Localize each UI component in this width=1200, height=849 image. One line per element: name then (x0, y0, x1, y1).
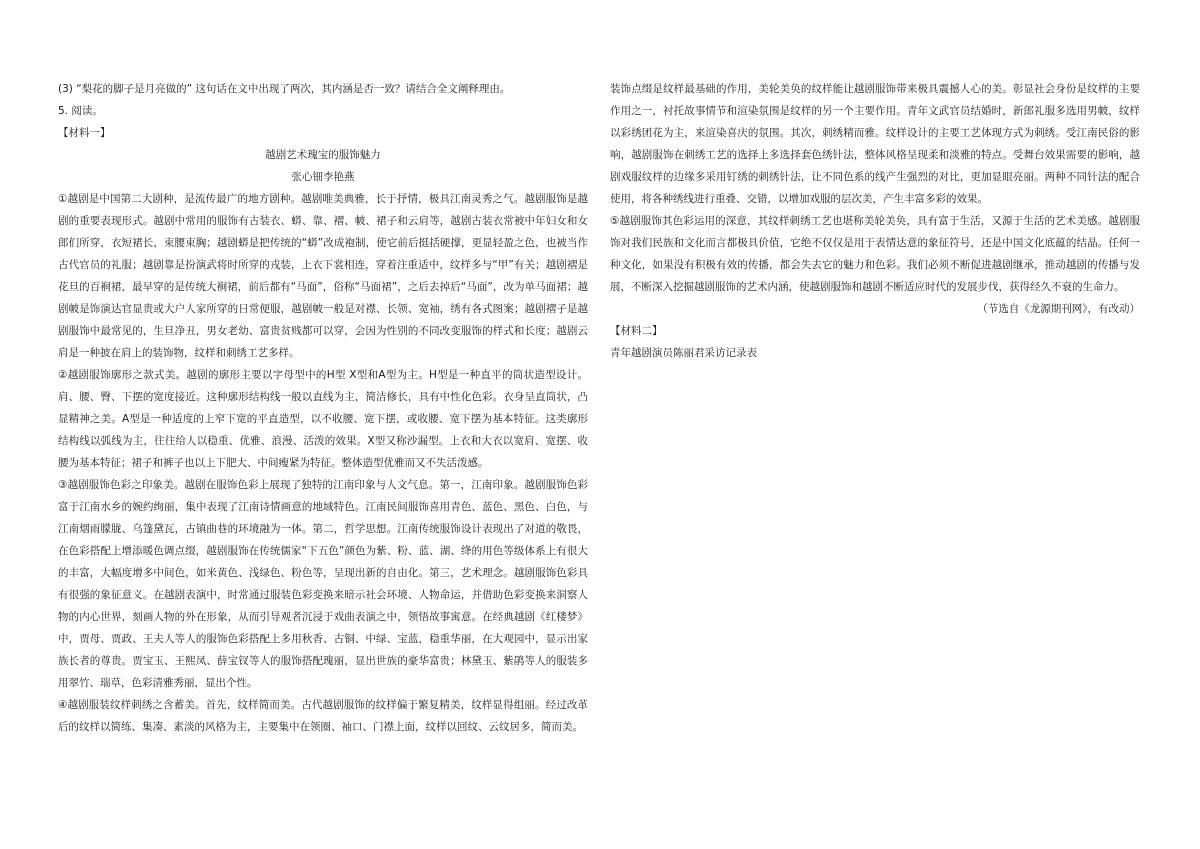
article-author: 张心钿李艳燕 (291, 171, 355, 183)
paragraph-1: ①越剧是中国第二大剧种，是流传最广的地方剧种。越剧唯美典雅，长于抒情，极具江南灵秀之气。越剧服饰是越剧的重要表现形式。越剧中常用的服饰有古装衣、蟒、靠、褶、帔、裙子和云肩等，越剧古装衣常被中年妇女和女郎们所穿，衣短裙长，束腰束胸；越剧蟒是把传统的“蟒”改成袍制，使它前后挺括硬撑，更显轻盈之色，也被当作古代官员的礼服；越剧靠是扮演武将时所穿的戎装，上衣下裳相连，穿着注重适中，纹样多与“甲”有关；越剧褶是花旦的百裥裙，最早穿的是传统大裥裙，前后都有“马面”，俗称“马面裙”，之后去掉后“马面”，改为单马面裙；越剧帔是饰演达官显贵或大户人家所穿的日常便服，越剧帔一般是对襟、长领、宽袖，绣有各式图案；越剧褶子是越剧服饰中最常见的，生旦净丑，男女老幼、富贵贫贱都可以穿，会因为性别的不同改变服饰的样式和长度；越剧云肩是一种披在肩上的装饰物，纹样和刺绣工艺多样。 (58, 193, 588, 359)
left-column (58, 78, 588, 738)
article-title: 越剧艺术瑰宝的服饰魅力 (265, 149, 381, 161)
paragraph-4-continued: 装饰点缀是纹样最基础的作用，美轮美奂的纹样能让越剧服饰带来极具震撼人心的美。彰显社会身份是纹样的主要作用之一，衬托故事情节和渲染氛围是纹样的另一个主要作用。青年文武官员结婚时，新郎礼服多选用男帔，纹样以彩绣团花为主，来渲染喜庆的氛围。其次，刺绣精而雅。纹样设计的主要工艺体现方式为刺绣。受江南民俗的影响，越剧服饰在刺绣工艺的选择上多选择套色绣针法，整体风格呈现柔和淡雅的特点。受舞台效果需要的影响，越剧戏服纹样的边缘多采用钉绣的刺绣针法，让不同色系的线产生强烈的对比，更加显眼亮丽。两种不同针法的配合使用，将各种绣线进行重叠、交错，以增加戏服的层次美，产生丰富多彩的效果。 (610, 83, 1140, 205)
source-note: （节选自《龙源期刊网》，有改动） (977, 303, 1140, 315)
paragraph-3: ③越剧服饰色彩之印象美。越剧在服饰色彩上展现了独特的江南印象与人文气息。第一，江南印象。越剧服饰色彩富于江南水乡的婉约绚丽，集中表现了江南诗情画意的地域特色。江南民间服饰喜用青色、蓝色、黑色、白色，与江南烟雨朦胧、乌篷黛瓦，古镇曲巷的环境融为一体。第二，哲学思想。江南传统服饰设计表现出了对道的敬畏，在色彩搭配上增添暖色调点缀，越剧服饰在传统儒家“下五色”颜色为紫、粉、蓝、湖、绛的用色等级体系上有很大的丰富，大幅度增多中间色，如米黄色、浅绿色、粉色等，呈现出新的自由化。第三，艺术理念。越剧服饰色彩具有很强的象征意义。在越剧表演中，时常通过服装色彩变换来暗示社会环境、人物命运，并借助色彩变换来洞察人物的内心世界，刻画人物的外在形象，从而引导观者沉浸于戏曲表演之中，领悟故事寓意。在经典越剧《红楼梦》中，贾母、贾政、王夫人等人的服饰色彩搭配上多用秋香、古铜、中绿、宝蓝，稳重华丽，在大观园中，显示出家族长者的尊贵。贾宝玉、王熙凤、薛宝钗等人的服饰搭配瑰丽，显出世族的豪华富贵；林黛玉、紫鹃等人的服装多用翠竹、瑞草，色彩清雅秀丽，显出个性。 (58, 479, 588, 689)
material-2-title: 青年越剧演员陈丽君采访记录表 (610, 347, 757, 359)
material-1-label: 【材料一】 (58, 127, 111, 139)
question-5-label: 5. 阅读。 (58, 105, 103, 117)
right-column (610, 78, 1140, 364)
paragraph-5: ⑤越剧服饰其色彩运用的深意，其纹样刺绣工艺也堪称美轮美奂，具有富于生活，又源于生活的艺术美感。越剧服饰对我们民族和文化而言都极具价值，它绝不仅仅是用于表情达意的象征符号，还是中国文化底蕴的结晶。任何一种文化，如果没有积极有效的传播，都会失去它的魅力和色彩。我们必须不断促进越剧继承，推动越剧的传播与发展，不断深入挖掘越剧服饰的艺术内涵，使越剧服饰和越剧不断适应时代的发展步伐，获得经久不衰的生命力。 (610, 215, 1140, 293)
paragraph-2: ②越剧服饰廓形之款式美。越剧的廓形主要以字母型中的H型 X型和A型为主。H型是一种直平的筒状造型设计。肩、腰、臀、下摆的宽度接近。这种廓形结构线一般以直线为主，简洁修长，具有中性化色彩。衣身呈直筒状，凸显精神之美。A型是一种适度的上窄下宽的平直造型，以不收腰、宽下摆，或收腰、宽下摆为基本特征。这类廓形结构线以弧线为主，往往给人以稳重、优雅、浪漫、活泼的效果。X型又称沙漏型。上衣和大衣以宽肩、宽摆、收腰为基本特征；裙子和裤子也以上下肥大、中间瘦紧为特征。整体造型优雅而又不失活泼感。 (58, 369, 588, 469)
paragraph-4: ④越剧服装纹样刺绣之含蓄美。首先，纹样简而美。古代越剧服饰的纹样偏于繁复精美，纹样显得组丽。经过改革后的纹样以简练、集凑、素淡的风格为主，主要集中在领圈、袖口、门襟上面，纹样以回纹、云纹居多，简而美。 (58, 699, 588, 733)
question-3: (3) “梨花的脚子是月亮做的” 这句话在文中出现了两次，其内涵是否一致？请结合全文阐释理由。 (58, 83, 511, 95)
material-2-label: 【材料二】 (610, 325, 663, 337)
